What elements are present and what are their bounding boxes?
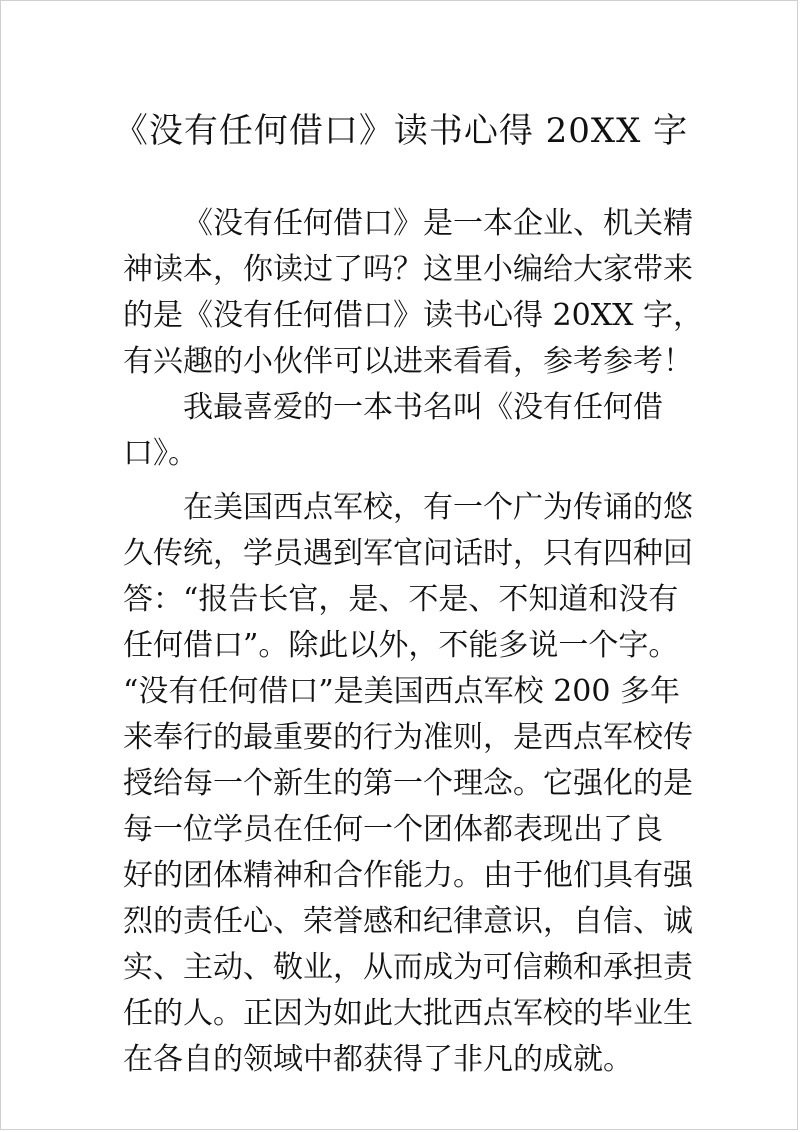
paragraph-line: 在美国西点军校，有一个广为传诵的悠 — [183, 490, 693, 525]
paragraph-line: 每一位学员在任何一个团体都表现出了良 — [123, 812, 663, 847]
paragraph-line: 的是《没有任何借口》读书心得 20XX 字， — [123, 298, 703, 333]
paragraph-line: 答：“报告长官，是、不是、不知道和没有 — [123, 582, 679, 617]
paragraph-line: 口》。 — [123, 436, 198, 471]
paragraph-west-point — [123, 485, 703, 1083]
paragraph-line: “没有任何借口”是美国西点军校 200 多年 — [123, 674, 681, 709]
paragraph-line: 授给每一个新生的第一个理念。它强化的是 — [123, 766, 693, 801]
paragraph-line: 神读本，你读过了吗？这里小编给大家带来 — [123, 252, 693, 287]
paragraph-intro — [123, 201, 703, 385]
paragraph-line: 实、主动、敬业，从而成为可信赖和承担责 — [123, 950, 693, 985]
document-title: 《没有任何借口》读书心得 20XX 字 — [113, 111, 689, 151]
paragraph-line: 久传统，学员遇到军官问话时，只有四种回 — [123, 536, 693, 571]
paragraph-line: 烈的责任心、荣誉感和纪律意识，自信、诚 — [123, 904, 693, 939]
paragraph-line: 《没有任何借口》是一本企业、机关精 — [183, 206, 693, 241]
paragraph-line: 任的人。正因为如此大批西点军校的毕业生 — [123, 996, 693, 1031]
paragraph-line: 在各自的领域中都获得了非凡的成就。 — [123, 1042, 633, 1077]
paragraph-line: 来奉行的最重要的行为准则，是西点军校传 — [123, 720, 693, 755]
paragraph-line: 好的团体精神和合作能力。由于他们具有强 — [123, 858, 693, 893]
document-body — [123, 201, 703, 1083]
paragraph-line: 我最喜爱的一本书名叫《没有任何借 — [183, 390, 663, 425]
paragraph-line: 任何借口”。除此以外，不能多说一个字。 — [123, 628, 679, 663]
paragraph-line: 有兴趣的小伙伴可以进来看看，参考参考！ — [123, 344, 693, 379]
paragraph-favorite-book — [123, 385, 703, 477]
